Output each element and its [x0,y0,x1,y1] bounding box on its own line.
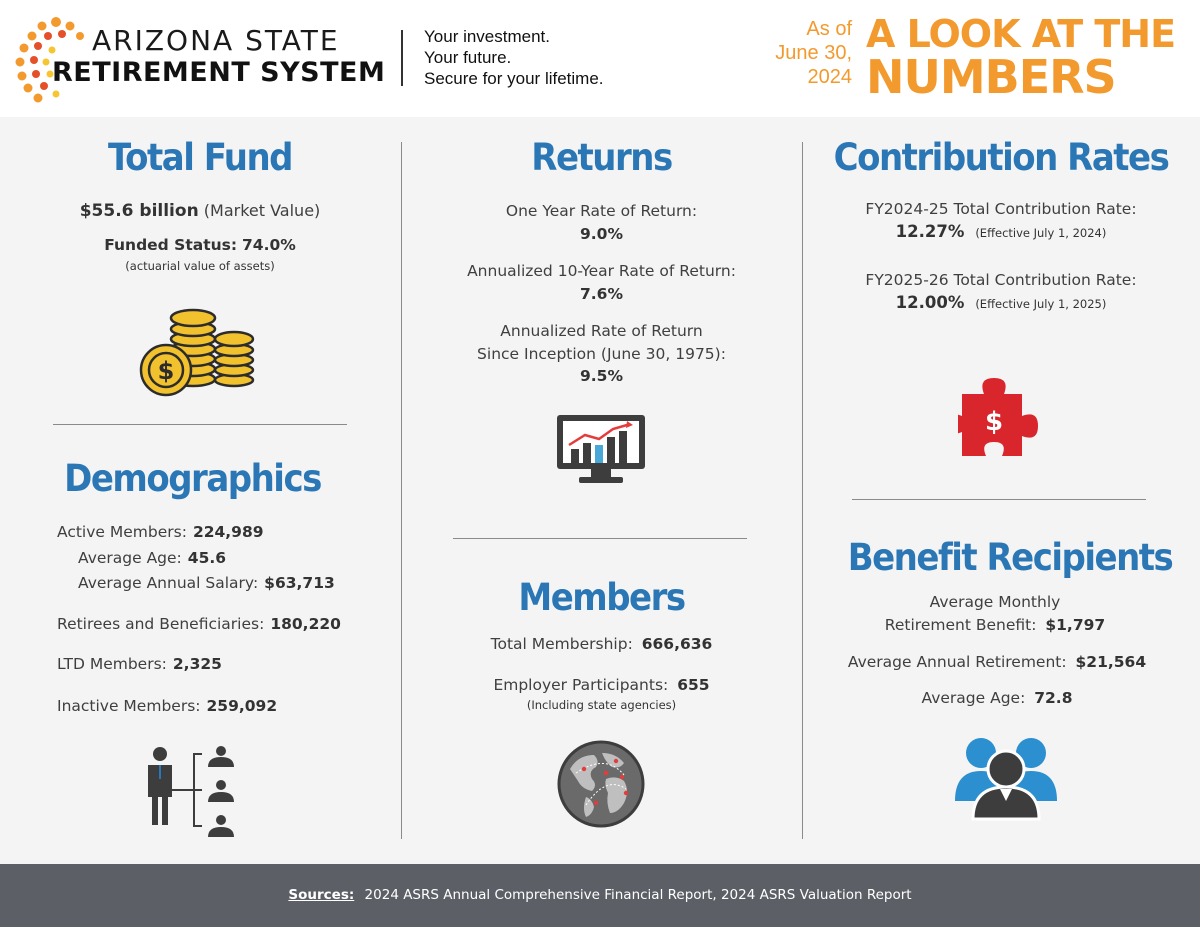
as-of-line2: June 30, [775,42,852,64]
fy2-value: 12.00% [895,293,965,312]
section-divider-left [53,424,347,425]
as-of-line3: 2024 [807,66,852,88]
monthly-benefit-label-1: Average Monthly [929,593,1061,611]
monthly-benefit-line [795,616,1195,634]
annual-retirement-line [797,653,1197,671]
inception-label-1: Annualized Rate of Return [500,322,703,340]
section-divider-middle [453,538,747,539]
people-group-icon [953,733,1059,821]
retirees-row [57,615,341,633]
total-membership-line [401,635,802,653]
members-title: Members [518,576,685,620]
contribution-rates-title: Contribution Rates [833,136,1169,180]
funded-status-label: Funded Status: [104,236,238,254]
column-divider-left [401,142,402,839]
annual-retirement-value: $21,564 [1075,653,1147,671]
tagline-line2: Your future. [424,48,512,67]
ten-year-value: 7.6% [580,285,623,303]
inactive-members-label: Inactive Members: [57,697,201,715]
headline-line1: A LOOK AT THE [866,12,1176,56]
sources-label: Sources: [288,887,355,903]
employer-participants-value: 655 [677,676,710,694]
total-fund-value-line [0,201,400,221]
fy1-note: (Effective July 1, 2024) [975,226,1107,240]
fy2-note: (Effective July 1, 2025) [975,297,1107,311]
retirees-label: Retirees and Beneficiaries: [57,615,265,633]
inactive-members-value: 259,092 [206,697,278,715]
total-membership-value: 666,636 [641,635,713,653]
total-membership-label: Total Membership: [490,635,633,653]
average-age-label: Average Age: [78,549,182,567]
active-members-row [57,523,264,541]
header-divider [401,30,403,86]
column-divider-right [802,142,803,839]
one-year-label: One Year Rate of Return: [505,202,698,220]
headline-line2: NUMBERS [866,50,1116,104]
monthly-benefit-label-2: Retirement Benefit: [884,616,1037,634]
annual-retirement-label: Average Annual Retirement: [847,653,1067,671]
demographics-title: Demographics [64,457,321,501]
active-members-value: 224,989 [192,523,264,541]
fy1-value: 12.27% [895,222,965,241]
funded-status-note: (actuarial value of assets) [125,259,275,273]
fy2-value-line [802,293,1200,312]
active-members-label: Active Members: [57,523,187,541]
fy1-value-line [802,222,1200,241]
org-name-line1: ARIZONA STATE [92,24,340,57]
ltd-members-value: 2,325 [172,655,222,673]
funded-status-line [0,236,400,254]
inception-value: 9.5% [580,367,623,385]
average-salary-value: $63,713 [264,574,335,592]
org-name-line2: RETIREMENT SYSTEM [52,57,386,88]
employer-participants-label: Employer Participants: [493,676,669,694]
tagline-line3: Secure for your lifetime. [424,69,604,88]
footer [0,864,1200,927]
ltd-members-label: LTD Members: [57,655,167,673]
svg-text:$: $ [157,357,175,385]
average-salary-label: Average Annual Salary: [78,574,259,592]
one-year-value: 9.0% [580,225,623,243]
header [0,0,1200,117]
recipients-age-line [797,689,1197,707]
puzzle-dollar-icon [958,376,1042,458]
sources-text: 2024 ASRS Annual Comprehensive Financial Report, 2024 ASRS Valuation Report [364,887,912,903]
section-divider-right [852,499,1146,500]
employer-participants-line [401,676,802,694]
coins-icon [138,303,258,398]
monitor-chart-icon [555,413,647,487]
fy1-label: FY2024-25 Total Contribution Rate: [865,200,1137,218]
benefit-recipients-title: Benefit Recipients [847,536,1173,580]
employer-participants-note: (Including state agencies) [526,698,677,712]
average-salary-row [78,574,335,592]
fy2-label: FY2025-26 Total Contribution Rate: [865,271,1137,289]
returns-title: Returns [531,136,672,180]
retirees-value: 180,220 [270,615,341,633]
globe-icon [556,739,646,829]
monthly-benefit-value: $1,797 [1045,616,1106,634]
ten-year-label: Annualized 10-Year Rate of Return: [467,262,736,280]
as-of-line1: As of [806,18,852,40]
funded-status-value: 74.0% [242,236,296,254]
org-chart-icon [140,745,240,839]
total-fund-title: Total Fund [107,136,292,180]
total-fund-value: $55.6 billion [79,201,199,221]
total-fund-value-note: (Market Value) [203,201,321,220]
svg-text:$: $ [984,407,1004,437]
average-age-value: 45.6 [187,549,227,567]
inception-label-2: Since Inception (June 30, 1975): [477,345,726,363]
recipients-age-value: 72.8 [1034,689,1073,707]
recipients-age-label: Average Age: [921,689,1026,707]
inactive-members-row [57,697,277,715]
ltd-members-row [57,655,222,673]
average-age-row [78,549,226,567]
tagline-line1: Your investment. [424,27,550,46]
